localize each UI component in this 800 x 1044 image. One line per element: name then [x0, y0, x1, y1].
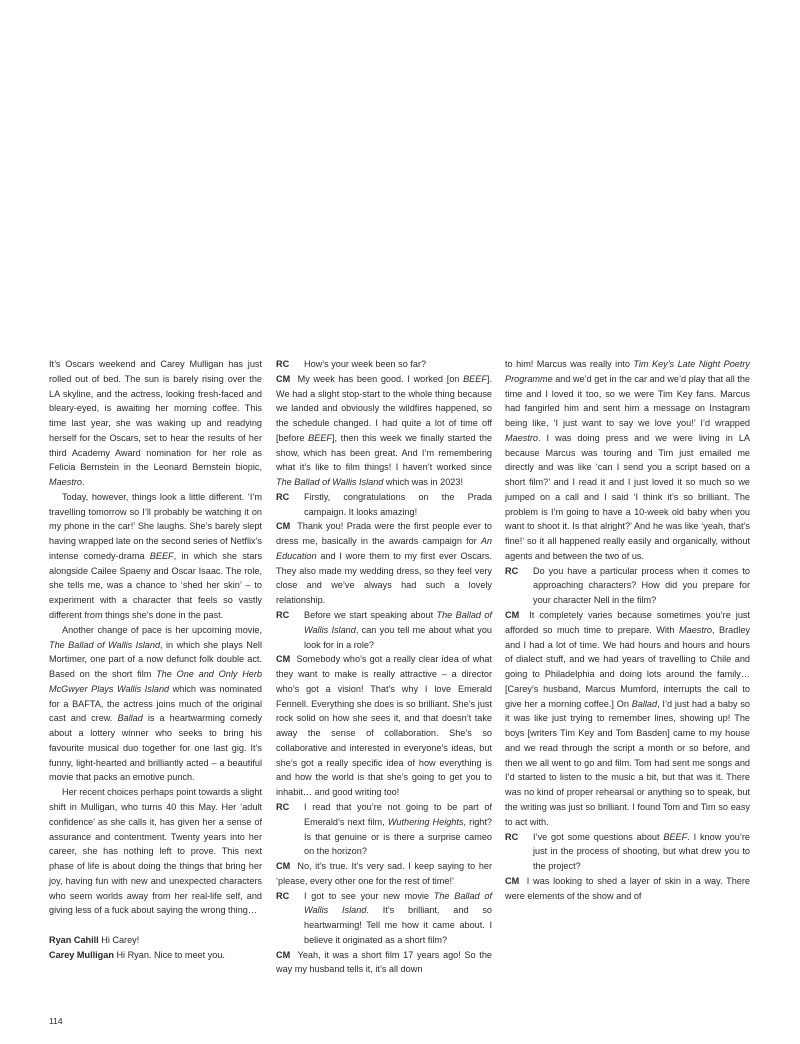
question: RC Do you have a particular process when it comes to approaching characters? How did you prepare for your character Nell in the film? [505, 565, 750, 606]
answer: CM Somebody who’s got a really clear idea of what they want to make is really attractive – a director who’s got a vision! That’s why I love Emerald Fennell. Everything she does is so brilliant. She’s just rock solid on how she sees it, and that doesn’t take away the sense of collaboration. She’s so collaborative and interested in everyone’s ideas, but she’s got a really specific idea of how everything is and how the world is that she’s going to get you to inhabit… and good writing too! [276, 654, 492, 798]
question: RC I’ve got some questions about BEEF. I know you’re just in the process of shooting, but what drew you to the project? [505, 831, 750, 872]
answer: CM My week has been good. I worked [on BEEF]. We had a slight stop-start to the whole thing because we landed and obviously the wildfires happened, so the schedule changed. I had quite a lot of time off [before BEEF], then this week we finally started the show, which has been great. And I’m remembering what it’s like to film things! I haven’t worked since The Ballad of Wallis Island which was in 2023! [276, 373, 492, 488]
question: RC Firstly, congratulations on the Prada campaign. It looks amazing! [276, 491, 492, 517]
question: RC How’s your week been so far? [276, 359, 427, 369]
body-paragraph: Today, however, things look a little different. ‘I’m travelling tomorrow so I’ll probably be watching it on my phone in the car!’ She laughs. She’s barely slept having wrapped late on the second series of Netflix’s intense comedy-drama BEEF, in which she stars alongside Cailee Spaeny and Oscar Isaac. The role, she tells me, was a chance to ‘shed her skin’ – to experiment with a character that feels so vastly different from things she’s done in the past. [49, 491, 263, 621]
column-1 [49, 357, 262, 962]
greeting-line: Ryan Cahill Hi Carey! [49, 934, 140, 945]
answer: CM Thank you! Prada were the first people ever to dress me, basically in the awards campaign for An Education and I wore them to my first ever Oscars. They also made my wedding dress, so they feel very close and we’ve always had such a lovely relationship. [276, 521, 492, 606]
answer: CM It completely varies because sometimes you’re just afforded so much time to prepare. With Maestro, Bradley and I had a lot of time. We had hours and hours and hours of dialect stuff, and we had years of travelling to Chile and going to Philadelphia and doing lots around the family… [Carey’s husband, Marcus Mumford, interrupts the call to give her a morning coffee.] On Ballad, I’d just had a baby so it was like just trying to remember lines, showing up! The boys [writers Tim Key and Tom Basden] came to my house and we read through the script a month or so before, and then we all went to go and film. Tom had sent me songs and I’d started to listen to the music a bit, but that was it. There was no kind of proper rehearsal or anything so to speak, but the writing was just so brilliant. I found Tom and Tim so easy to act with. [505, 610, 750, 827]
column-2 [276, 357, 492, 977]
answer-continued: to him! Marcus was really into Tim Key’s Late Night Poetry Programme and we’d get in the car and we’d play that all the time and I loved it too, so we were Tim Key fans. Marcus had fangirled him and sent him a message on Instagram being like, ‘I just want to say we love you!’ I’d wrapped Maestro. I was doing press and we were living in LA because Marcus was touring and Tim just emailed me directly and was like ‘can I send you a script based on a short film?’ and I read it and I just loved it so much so we jumped on a call and I said ‘I think it’s so brilliant. The problem is I’m going to have a 10-week old baby when you want to shoot it. Is that alright?’ And he was like ‘yeah, that’s fine!’ so it all happened really easily and organically, without agents and between the two of us. [505, 359, 750, 561]
body-paragraph: Her recent choices perhaps point towards a slight shift in Mulligan, who turns 40 this May. Her ‘adult confidence’ as she calls it, has given her a sense of assurance and contentment. Twenty years into her career, she has nothing left to prove. This next phase of life is about doing the things that bring her joy, having fun with new and unexpected characters who seem worlds away from her real-life self, and giving less of a fuck about saying the wrong thing… [49, 787, 262, 916]
greeting-line: Carey Mulligan Hi Ryan. Nice to meet you. [49, 949, 225, 960]
answer: CM No, it’s true. It’s very sad. I keep saying to her ‘please, every other one for the rest of time!’ [276, 861, 493, 886]
question: RC I read that you’re not going to be part of Emerald’s next film, Wuthering Heights, right? Is that genuine or is there a surprise cameo on the horizon? [276, 801, 492, 857]
answer: CM Yeah, it was a short film 17 years ago! So the way my husband tells it, it’s all down [276, 949, 492, 975]
body-paragraph: Another change of pace is her upcoming movie, The Ballad of Wallis Island, in which she plays Nell Mortimer, one part of a now defunct folk double act. Based on the short film The One and Only Herb McGwyer Plays Wallis Island which was nominated for a BAFTA, the actress joins much of the original cast and crew. Ballad is a heartwarming comedy about a lottery winner who seeks to bring his favourite musical duo together for one last gig. It’s funny, light-hearted and brilliantly acted – a beautiful movie that packs an emotive punch. [49, 624, 262, 783]
column-3 [505, 357, 750, 903]
answer: CM I was looking to shed a layer of skin in a way. There were elements of the show and of [505, 875, 750, 901]
page-number: 114 [49, 1016, 63, 1026]
intro-paragraph: It’s Oscars weekend and Carey Mulligan has just rolled out of bed. The sun is barely rising over the LA skyline, and the actress, looking fresh-faced and bleary-eyed, is awaiting her morning coffee. This time last year, she was waking up and readying herself for the Oscars, set to hear the results of her third Academy Award nomination for her role as Felicia Bernstein in the Leonard Bernstein biopic, Maestro. [49, 359, 262, 488]
question: RC I got to see your new movie The Ballad of Wallis Island. It’s brilliant, and so heartwarming! Tell me how it came about. I believe it originated as a short film? [276, 890, 492, 945]
question: RC Before we start speaking about The Ballad of Wallis Island, can you tell me about what you look for in a role? [276, 610, 492, 650]
